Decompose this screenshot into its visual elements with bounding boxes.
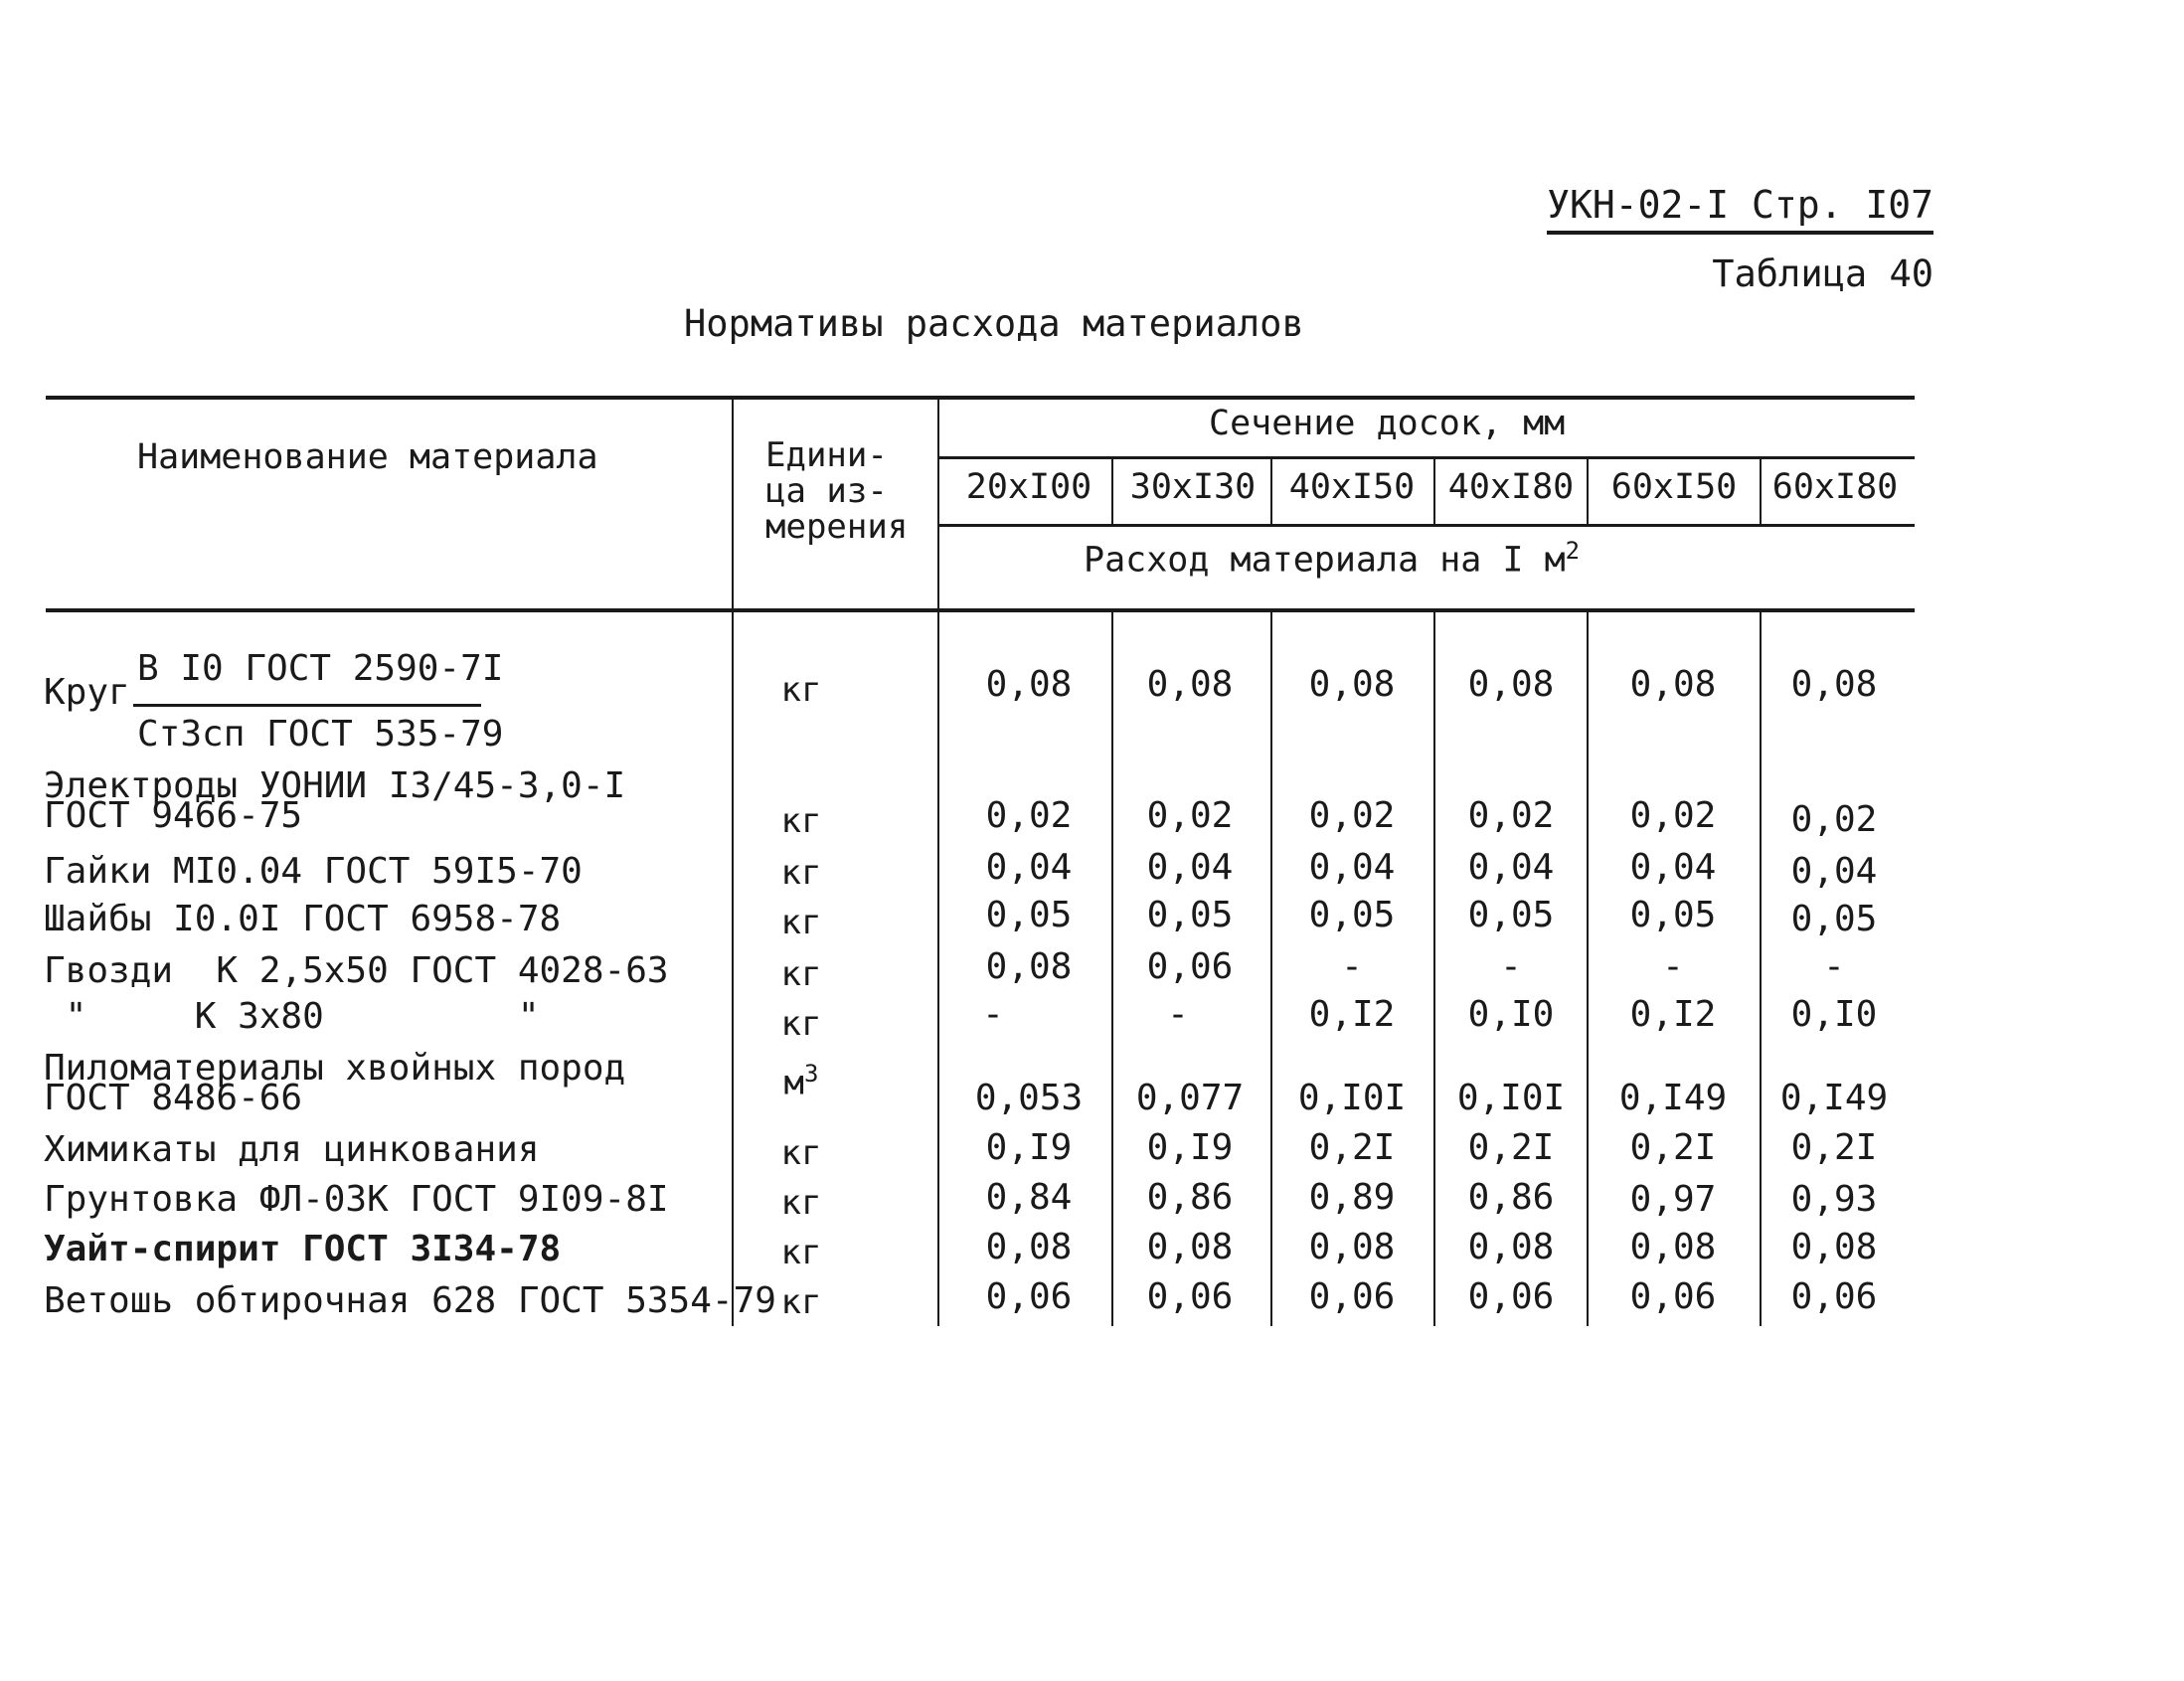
size-header-3: 40хI50 [1288, 467, 1416, 507]
row-7-name [44, 1048, 626, 1118]
row-6-value-3: 0,I2 [1308, 994, 1396, 1035]
page-title: Нормативы расхода материалов [684, 302, 1304, 345]
row-7-unit-base: м [783, 1063, 805, 1103]
row-8-value-4: 0,2I [1467, 1127, 1555, 1168]
row-1-value-6: 0,08 [1790, 664, 1878, 705]
row-5-value-2: 0,06 [1146, 946, 1234, 987]
row-6-value-4: 0,I0 [1467, 994, 1555, 1035]
row-7-name-line-1: Пиломатериалы хвойных пород [44, 1048, 626, 1089]
row-10-value-5: 0,08 [1629, 1227, 1717, 1267]
sizes-top-rule [939, 456, 1915, 459]
row-4-value-4: 0,05 [1467, 895, 1555, 935]
row-9-unit: кг [780, 1183, 822, 1223]
row-11-unit: кг [780, 1282, 822, 1322]
row-2-value-6: 0,02 [1790, 799, 1878, 840]
row-2-unit: кг [780, 801, 822, 841]
row-10-value-1: 0,08 [985, 1227, 1073, 1267]
row-4-value-1: 0,05 [985, 895, 1073, 935]
row-7-value-4: 0,I0I [1456, 1078, 1566, 1118]
row-3-value-5: 0,04 [1629, 847, 1717, 888]
row-2-value-5: 0,02 [1629, 795, 1717, 836]
row-10-value-6: 0,08 [1790, 1227, 1878, 1267]
row-6-value-2: - [1167, 994, 1189, 1035]
row-7-value-5: 0,I49 [1618, 1078, 1728, 1118]
row-5-unit: кг [780, 954, 822, 994]
row-11-value-6: 0,06 [1790, 1276, 1878, 1317]
row-2-value-1: 0,02 [985, 795, 1073, 836]
row-2-value-3: 0,02 [1308, 795, 1396, 836]
row-7-value-3: 0,I0I [1297, 1078, 1407, 1118]
row-2-name-line-2: ГОСТ 9466-75 [44, 795, 303, 836]
row-1-prefix: Круг [44, 672, 130, 713]
row-11-value-3: 0,06 [1308, 1276, 1396, 1317]
row-8-value-6: 0,2I [1790, 1127, 1878, 1168]
unit-header-line-3: мерения [765, 507, 909, 547]
row-6-name: " К 3х80 " [44, 996, 540, 1037]
row-4-value-6: 0,05 [1790, 899, 1878, 939]
row-9-value-1: 0,84 [985, 1177, 1073, 1218]
row-11-value-2: 0,06 [1146, 1276, 1234, 1317]
row-10-name: Уайт-спирит ГОСТ 3I34-78 [44, 1229, 562, 1269]
row-8-value-5: 0,2I [1629, 1127, 1717, 1168]
sizes-bottom-rule [939, 524, 1915, 527]
row-8-name: Химикаты для цинкования [44, 1129, 540, 1170]
row-8-unit: кг [780, 1133, 822, 1173]
row-9-name: Грунтовка ФЛ-03К ГОСТ 9I09-8I [44, 1179, 669, 1220]
row-5-value-5: - [1662, 946, 1684, 987]
row-7-value-2: 0,077 [1135, 1078, 1245, 1118]
row-3-value-3: 0,04 [1308, 847, 1396, 888]
row-1-value-1: 0,08 [985, 664, 1073, 705]
row-4-value-5: 0,05 [1629, 895, 1717, 935]
row-10-value-4: 0,08 [1467, 1227, 1555, 1267]
row-2-name-line-1: Электроды УОНИИ I3/45-3,0-I [44, 765, 626, 806]
row-7-unit [742, 1060, 861, 1102]
row-6-value-5: 0,I2 [1629, 994, 1717, 1035]
row-1-top: В I0 ГОСТ 2590-7I [137, 648, 504, 689]
row-3-value-1: 0,04 [985, 847, 1073, 888]
unit-header-line-1: Едини- [765, 435, 888, 475]
row-9-value-3: 0,89 [1308, 1177, 1396, 1218]
row-9-value-2: 0,86 [1146, 1177, 1234, 1218]
row-2-value-4: 0,02 [1467, 795, 1555, 836]
row-2-value-2: 0,02 [1146, 795, 1234, 836]
consumption-header-text: Расход материала на I м [1084, 540, 1566, 581]
row-7-unit-sup: 3 [804, 1060, 819, 1088]
section-header: Сечение досок, мм [1209, 404, 1566, 443]
row-10-unit: кг [780, 1233, 822, 1272]
row-7-value-6: 0,I49 [1779, 1078, 1889, 1118]
size-header-2: 30хI30 [1129, 467, 1257, 507]
row-4-name: Шайбы I0.0I ГОСТ 6958-78 [44, 899, 562, 939]
row-5-value-6: - [1823, 946, 1845, 987]
size-header-1: 20хI00 [965, 467, 1092, 507]
table-number: Таблица 40 [1712, 252, 1933, 295]
row-8-value-2: 0,I9 [1146, 1127, 1234, 1168]
table-top-rule [46, 396, 1915, 400]
row-9-value-6: 0,93 [1790, 1179, 1878, 1220]
body-col-divider-2 [1270, 610, 1272, 1326]
row-2-name [44, 765, 626, 836]
row-11-value-5: 0,06 [1629, 1276, 1717, 1317]
row-8-value-3: 0,2I [1308, 1127, 1396, 1168]
row-4-value-2: 0,05 [1146, 895, 1234, 935]
row-9-value-4: 0,86 [1467, 1177, 1555, 1218]
row-1-bottom: Ст3сп ГОСТ 535-79 [137, 714, 504, 755]
row-3-value-6: 0,04 [1790, 851, 1878, 892]
row-3-unit: кг [780, 853, 822, 893]
row-1-value-2: 0,08 [1146, 664, 1234, 705]
row-3-value-4: 0,04 [1467, 847, 1555, 888]
col-divider-unit-values [937, 396, 939, 1326]
column-header-unit [765, 437, 908, 545]
size-header-5: 60хI50 [1610, 467, 1738, 507]
column-header-name: Наименование материала [137, 437, 598, 477]
row-6-value-6: 0,I0 [1790, 994, 1878, 1035]
row-6-unit: кг [780, 1004, 822, 1044]
row-11-value-1: 0,06 [985, 1276, 1073, 1317]
row-8-value-1: 0,I9 [985, 1127, 1073, 1168]
size-header-4: 40хI80 [1447, 467, 1575, 507]
unit-header-line-2: ца из- [765, 471, 888, 511]
row-1-fraction-bar [133, 704, 481, 707]
row-1-value-4: 0,08 [1467, 664, 1555, 705]
row-1-value-3: 0,08 [1308, 664, 1396, 705]
row-5-value-3: - [1341, 946, 1363, 987]
consumption-header [1084, 537, 1580, 581]
row-11-value-4: 0,06 [1467, 1276, 1555, 1317]
row-10-value-3: 0,08 [1308, 1227, 1396, 1267]
row-3-value-2: 0,04 [1146, 847, 1234, 888]
row-5-value-1: 0,08 [985, 946, 1073, 987]
row-3-name: Гайки MI0.04 ГОСТ 59I5-70 [44, 851, 583, 892]
size-header-6: 60хI80 [1771, 467, 1899, 507]
table-header-bottom-rule [46, 608, 1915, 612]
body-col-divider-4 [1587, 610, 1589, 1326]
body-col-divider-1 [1111, 610, 1113, 1326]
row-5-name: Гвозди К 2,5х50 ГОСТ 4028-63 [44, 950, 669, 991]
row-1-value-5: 0,08 [1629, 664, 1717, 705]
row-9-value-5: 0,97 [1629, 1179, 1717, 1220]
body-col-divider-3 [1433, 610, 1435, 1326]
row-11-name: Ветошь обтирочная 628 ГОСТ 5354-79 [44, 1280, 776, 1321]
row-7-value-1: 0,053 [974, 1078, 1084, 1118]
row-5-value-4: - [1500, 946, 1522, 987]
row-6-value-1: - [982, 994, 1004, 1035]
row-4-unit: кг [780, 903, 822, 942]
row-4-value-3: 0,05 [1308, 895, 1396, 935]
consumption-header-sup: 2 [1565, 537, 1581, 565]
document-code: УКН-02-I Стр. I07 [1547, 183, 1933, 235]
row-1-unit: кг [780, 670, 822, 710]
row-10-value-2: 0,08 [1146, 1227, 1234, 1267]
row-7-name-line-2: ГОСТ 8486-66 [44, 1078, 303, 1118]
col-divider-name-unit [732, 396, 734, 1326]
